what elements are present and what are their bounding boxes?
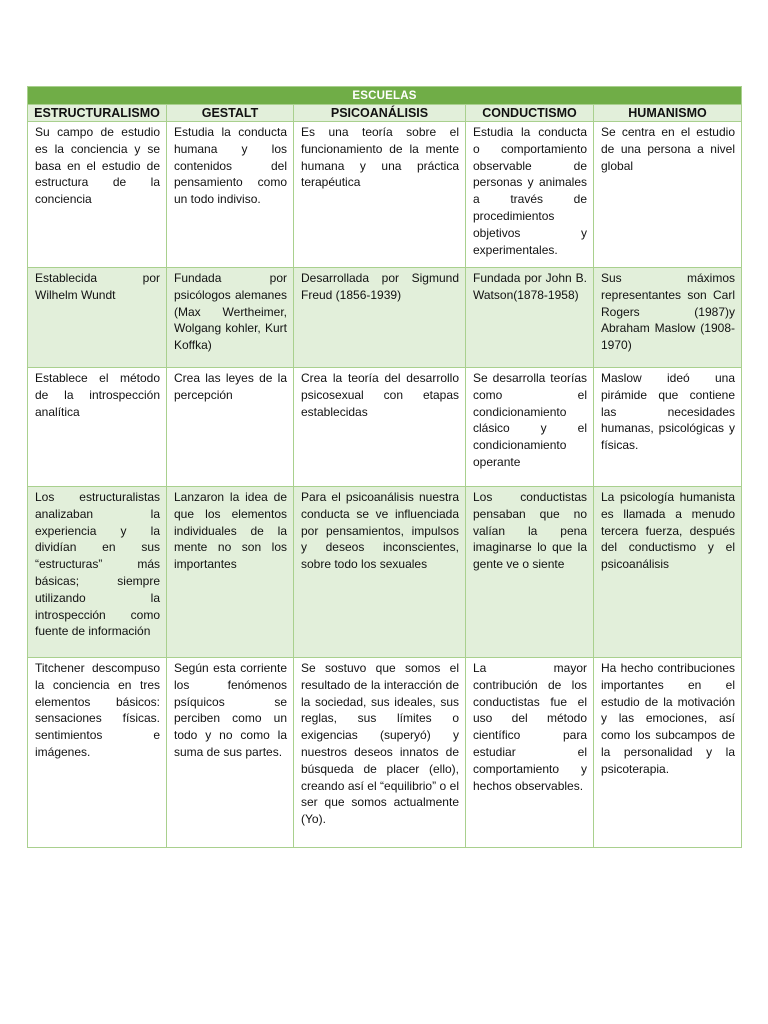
cell-humanismo: Se centra en el estudio de una persona a nivel global [594, 122, 742, 268]
cell-psicoanalisis: Para el psicoanálisis nuestra conducta se ve influenciada por pensamientos, impulsos y deseos inconscientes, sobre todo los sexuales [294, 487, 466, 658]
cell-humanismo: La psicología humanista es llamada a menudo tercera fuerza, después del conductismo y el psicoanálisis [594, 487, 742, 658]
table-row [28, 122, 742, 268]
cell-psicoanalisis: Es una teoría sobre el funcionamiento de la mente humana y una práctica terapéutica [294, 122, 466, 268]
cell-estructuralismo: Establece el método de la introspección analítica [28, 368, 167, 487]
schools-comparison-table [27, 86, 742, 848]
table-row [28, 658, 742, 848]
cell-estructuralismo: Su campo de estudio es la conciencia y se basa en el estudio de estructura de la conciencia [28, 122, 167, 268]
header-estructuralismo: ESTRUCTURALISMO [28, 105, 167, 122]
table-row [28, 268, 742, 368]
cell-humanismo: Ha hecho contribuciones importantes en el estudio de la motivación y las emociones, así como los subcampos de la personalidad y la psicoterapia. [594, 658, 742, 848]
cell-conductismo: Se desarrolla teorías como el condicionamiento clásico y el condicionamiento operante [466, 368, 594, 487]
cell-psicoanalisis: Se sostuvo que somos el resultado de la interacción de la sociedad, sus ideales, sus reglas, sus límites o exigencias (superyó) y nuestros deseos innatos de búsqueda de placer (ello), creando así el “equilibrio” o el ser que somos actualmente (Yo). [294, 658, 466, 848]
cell-gestalt: Crea las leyes de la percepción [167, 368, 294, 487]
cell-estructuralismo: Establecida por Wilhelm Wundt [28, 268, 167, 368]
header-psicoanalisis: PSICOANÁLISIS [294, 105, 466, 122]
header-humanismo: HUMANISMO [594, 105, 742, 122]
cell-conductismo: La mayor contribución de los conductistas fue el uso del método científico para estudiar el comportamiento y hechos observables. [466, 658, 594, 848]
header-conductismo: CONDUCTISMO [466, 105, 594, 122]
table-title: ESCUELAS [28, 87, 742, 105]
cell-conductismo: Estudia la conducta o comportamiento observable de personas y animales a través de procedimientos objetivos y experimentales. [466, 122, 594, 268]
cell-estructuralismo: Los estructuralistas analizaban la experiencia y la dividían en sus “estructuras” más básicas; siempre utilizando la introspección como fuente de información [28, 487, 167, 658]
cell-gestalt: Fundada por psicólogos alemanes (Max Wertheimer, Wolgang kohler, Kurt Koffka) [167, 268, 294, 368]
table-title-row [28, 87, 742, 105]
cell-humanismo: Maslow ideó una pirámide que contiene las necesidades humanas, psicológicas y físicas. [594, 368, 742, 487]
cell-conductismo: Fundada por John B. Watson(1878-1958) [466, 268, 594, 368]
table-row [28, 487, 742, 658]
cell-gestalt: Estudia la conducta humana y los contenidos del pensamiento como un todo indiviso. [167, 122, 294, 268]
cell-gestalt: Lanzaron la idea de que los elementos individuales de la mente no son los importantes [167, 487, 294, 658]
cell-psicoanalisis: Desarrollada por Sigmund Freud (1856-1939) [294, 268, 466, 368]
cell-estructuralismo: Titchener descompuso la conciencia en tres elementos básicos: sensaciones físicas. sentimientos e imágenes. [28, 658, 167, 848]
schools-comparison-sheet [27, 86, 741, 848]
cell-humanismo: Sus máximos representantes son Carl Rogers (1987)y Abraham Maslow (1908-1970) [594, 268, 742, 368]
cell-gestalt: Según esta corriente los fenómenos psíquicos se perciben como un todo y no como la suma de sus partes. [167, 658, 294, 848]
cell-psicoanalisis: Crea la teoría del desarrollo psicosexual con etapas establecidas [294, 368, 466, 487]
table-row [28, 368, 742, 487]
cell-conductismo: Los conductistas pensaban que no valían la pena imaginarse lo que la gente ve o siente [466, 487, 594, 658]
header-gestalt: GESTALT [167, 105, 294, 122]
header-row [28, 105, 742, 122]
